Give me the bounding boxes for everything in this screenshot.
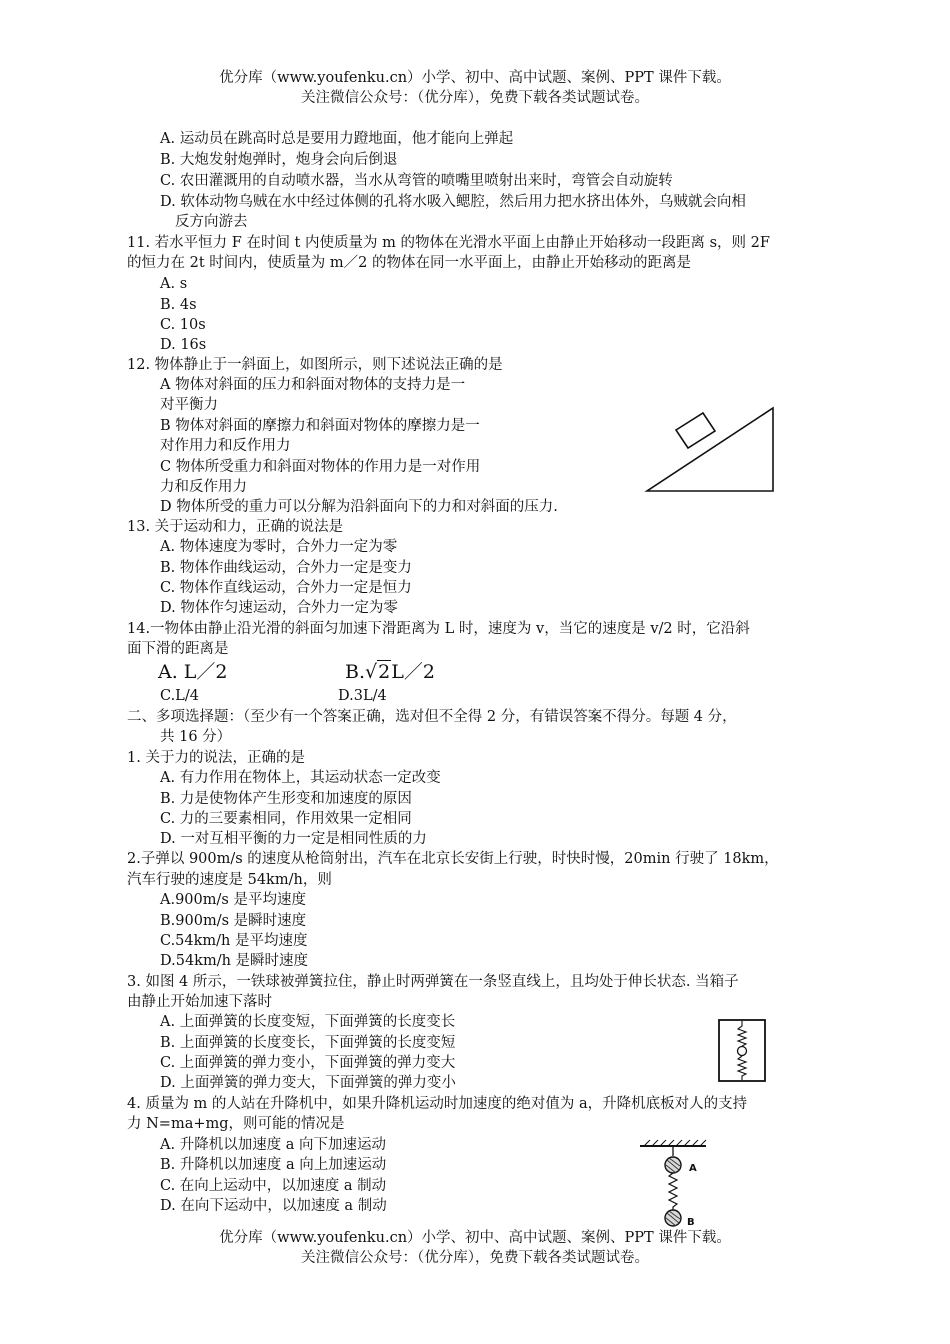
m1-option-d: D. 一对互相平衡的力一定是相同性质的力 bbox=[160, 831, 427, 847]
upper-spring-icon bbox=[738, 1021, 746, 1046]
q10-option-b: B. 大炮发射炮弹时，炮身会向后倒退 bbox=[160, 152, 398, 168]
connecting-spring-icon bbox=[669, 1173, 677, 1210]
q10-option-d-cont: 反方向游去 bbox=[175, 214, 248, 230]
q10-option-d: D. 软体动物乌贼在水中经过体侧的孔将水吸入鳃腔，然后用力把水挤出体外，乌贼就会向相 bbox=[160, 194, 746, 210]
spring-box-figure bbox=[717, 1018, 769, 1084]
q12-option-a: A 物体对斜面的压力和斜面对物体的支持力是一 bbox=[160, 377, 466, 393]
q12-option-a-cont: 对平衡力 bbox=[160, 397, 218, 413]
q13-stem: 13. 关于运动和力，正确的说法是 bbox=[127, 519, 344, 535]
m1-option-b: B. 力是使物体产生形变和加速度的原因 bbox=[160, 791, 412, 807]
m2-option-b: B.900m/s 是瞬时速度 bbox=[160, 913, 307, 929]
q12-option-d: D 物体所受的重力可以分解为沿斜面向下的力和对斜面的压力. bbox=[160, 499, 558, 515]
q12-option-c-cont: 力和反作用力 bbox=[160, 479, 247, 495]
header-line-1: 优分库（www.youfenku.cn）小学、初中、高中试题、案例、PPT 课件下载。 bbox=[219, 70, 731, 86]
q13-option-c: C. 物体作直线运动，合外力一定是恒力 bbox=[160, 580, 412, 596]
m3-stem-cont: 由静止开始加速下落时 bbox=[127, 994, 272, 1010]
incline-figure bbox=[640, 403, 780, 498]
q14-option-a: A. L／2 bbox=[158, 661, 228, 683]
iron-ball-icon bbox=[738, 1047, 747, 1056]
q12-option-b: B 物体对斜面的摩擦力和斜面对物体的摩擦力是一 bbox=[160, 418, 480, 434]
q10-option-c: C. 农田灌溉用的自动喷水器，当水从弯管的喷嘴里喷射出来时，弯管会自动旋转 bbox=[160, 173, 673, 189]
m3-option-c: C. 上面弹簧的弹力变小，下面弹簧的弹力变大 bbox=[160, 1055, 456, 1071]
footer-line-1: 优分库（www.youfenku.cn）小学、初中、高中试题、案例、PPT 课件下载。 bbox=[219, 1230, 731, 1246]
block-on-incline bbox=[676, 413, 715, 448]
q14-option-b-label: B. bbox=[345, 661, 366, 683]
m4-option-b: B. 升降机以加速度 a 向上加速运动 bbox=[160, 1157, 387, 1173]
q13-option-d: D. 物体作匀速运动，合外力一定为零 bbox=[160, 600, 398, 616]
m4-stem: 4. 质量为 m 的人站在升降机中，如果升降机运动时加速度的绝对值为 a，升降机底板对人的支持 bbox=[127, 1096, 748, 1112]
q11-option-a: A. s bbox=[160, 276, 188, 292]
q11-option-c: C. 10s bbox=[160, 317, 206, 333]
q14-option-b-radicand: 2 bbox=[378, 661, 391, 683]
ceiling-spring-figure bbox=[636, 1138, 716, 1230]
m2-option-c: C.54km/h 是平均速度 bbox=[160, 933, 308, 949]
section-2-title: 二、多项选择题：（至少有一个答案正确，选对但不全得 2 分，有错误答案不得分。每题 4 分， bbox=[127, 709, 737, 725]
q11-stem-cont: 的恒力在 2t 时间内，使质量为 m／2 的物体在同一水平面上，由静止开始移动的距离是 bbox=[127, 255, 691, 271]
m1-option-a: A. 有力作用在物体上，其运动状态一定改变 bbox=[160, 770, 441, 786]
q12-stem: 12. 物体静止于一斜面上，如图所示，则下述说法正确的是 bbox=[127, 357, 503, 373]
q14-stem: 14.一物体由静止沿光滑的斜面匀加速下滑距离为 L 时，速度为 v，当它的速度是 v/2 时，它沿斜 bbox=[127, 621, 750, 637]
m3-stem: 3. 如图 4 所示，一铁球被弹簧拉住，静止时两弹簧在一条竖直线上，且均处于伸长状态. 当箱子 bbox=[127, 974, 739, 990]
m2-stem-cont: 汽车行驶的速度是 54km/h，则 bbox=[127, 872, 332, 888]
m3-option-d: D. 上面弹簧的弹力变大，下面弹簧的弹力变小 bbox=[160, 1075, 456, 1091]
q14-option-b-rest: L／2 bbox=[391, 661, 435, 683]
m2-stem: 2.子弹以 900m/s 的速度从枪筒射出，汽车在北京长安街上行驶，时快时慢，20min 行驶了 18km， bbox=[127, 851, 779, 867]
m2-option-a: A.900m/s 是平均速度 bbox=[160, 892, 306, 908]
q10-option-a: A. 运动员在跳高时总是要用力蹬地面，他才能向上弹起 bbox=[160, 131, 514, 147]
q14-stem-cont: 面下滑的距离是 bbox=[127, 641, 229, 657]
q14-option-c: C.L/4 bbox=[160, 688, 199, 704]
ball-a-label: A bbox=[689, 1163, 697, 1174]
q12-option-b-cont: 对作用力和反作用力 bbox=[160, 438, 291, 454]
m1-stem: 1. 关于力的说法，正确的是 bbox=[127, 750, 305, 766]
q14-option-d: D.3L/4 bbox=[338, 688, 387, 704]
incline-triangle bbox=[647, 408, 773, 491]
sqrt-icon: √ bbox=[365, 661, 378, 683]
m3-option-b: B. 上面弹簧的长度变长，下面弹簧的长度变短 bbox=[160, 1035, 456, 1051]
q13-option-b: B. 物体作曲线运动，合外力一定是变力 bbox=[160, 560, 412, 576]
footer-line-2: 关注微信公众号：（优分库），免费下载各类试题试卷。 bbox=[301, 1250, 649, 1266]
m3-option-a: A. 上面弹簧的长度变短，下面弹簧的长度变长 bbox=[160, 1014, 456, 1030]
section-2-title-cont: 共 16 分） bbox=[160, 729, 232, 745]
q11-option-d: D. 16s bbox=[160, 337, 207, 353]
m2-option-d: D.54km/h 是瞬时速度 bbox=[160, 953, 309, 969]
q13-option-a: A. 物体速度为零时，合外力一定为零 bbox=[160, 539, 398, 555]
m4-option-a: A. 升降机以加速度 a 向下加速运动 bbox=[160, 1137, 387, 1153]
q11-option-b: B. 4s bbox=[160, 297, 197, 313]
m4-option-d: D. 在向下运动中，以加速度 a 制动 bbox=[160, 1198, 387, 1214]
m4-stem-cont: 力 N=ma+mg，则可能的情况是 bbox=[127, 1116, 345, 1132]
ball-b-label: B bbox=[687, 1217, 695, 1228]
m1-option-c: C. 力的三要素相同，作用效果一定相同 bbox=[160, 811, 412, 827]
q14-option-b bbox=[345, 660, 435, 684]
m4-option-c: C. 在向上运动中，以加速度 a 制动 bbox=[160, 1178, 387, 1194]
q11-stem: 11. 若水平恒力 F 在时间 t 内使质量为 m 的物体在光滑水平面上由静止开始移动一段距离 s，则 2F bbox=[127, 235, 770, 251]
q12-option-c: C 物体所受重力和斜面对物体的作用力是一对作用 bbox=[160, 459, 481, 475]
lower-spring-icon bbox=[738, 1056, 746, 1080]
header-line-2: 关注微信公众号：（优分库），免费下载各类试题试卷。 bbox=[301, 90, 649, 106]
